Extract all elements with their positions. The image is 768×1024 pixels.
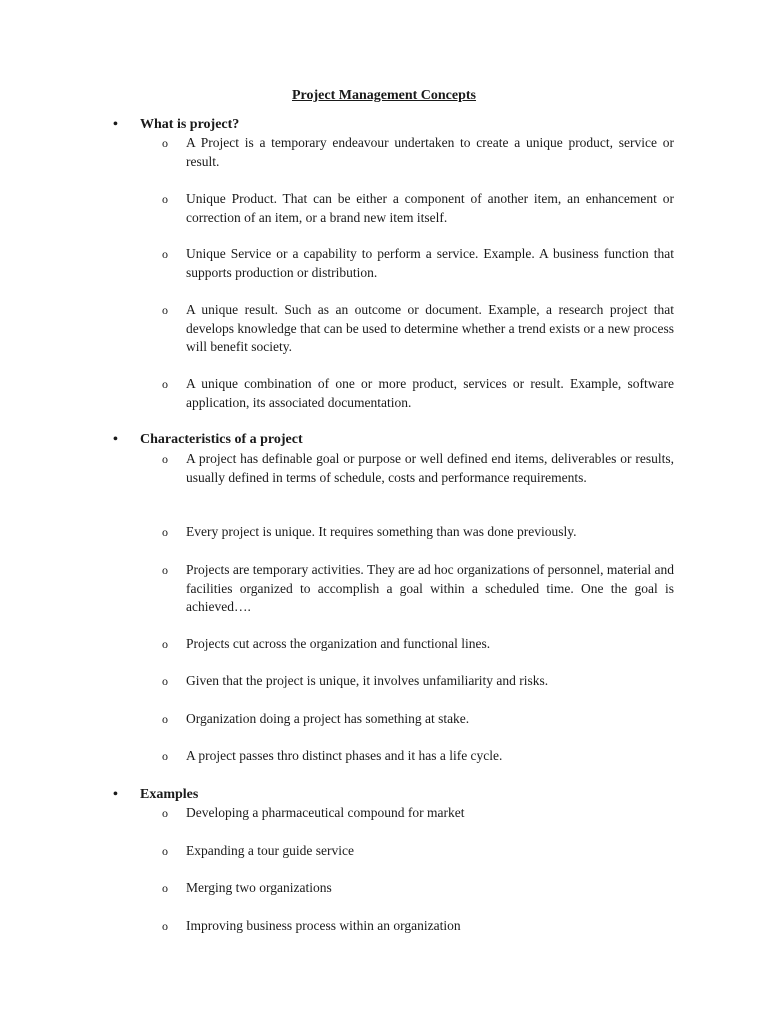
- sub-bullet-icon: o: [162, 749, 168, 763]
- list-item: [162, 523, 674, 542]
- list-item: [162, 301, 674, 357]
- list-item: [162, 672, 674, 691]
- list-item: [162, 375, 674, 412]
- list-item: [162, 747, 674, 766]
- list-item: [162, 879, 674, 898]
- list-item: [162, 245, 674, 282]
- sub-bullet-icon: o: [162, 452, 168, 466]
- sub-bullet-icon: o: [162, 806, 168, 820]
- list-item: [162, 190, 674, 227]
- list-item: [162, 450, 674, 487]
- list-item-text: Organization doing a project has something at stake.: [186, 711, 470, 726]
- list-item-text: Expanding a tour guide service: [186, 843, 354, 858]
- sub-bullet-icon: o: [162, 674, 168, 688]
- list-item: [162, 842, 674, 861]
- sub-bullet-icon: o: [162, 881, 168, 895]
- list-item-text: Unique Service or a capability to perform a service. Example. A business function that supports production or distribution.: [186, 246, 674, 280]
- section-heading-text: Characteristics of a project: [140, 432, 303, 447]
- list-item-text: Projects cut across the organization and functional lines.: [186, 636, 491, 651]
- list-item-text: Unique Product. That can be either a component of another item, an enhancement or correction of an item, or a brand new item itself.: [186, 191, 674, 225]
- list-item: [162, 804, 674, 823]
- list-item: [162, 710, 674, 729]
- sub-bullet-icon: o: [162, 136, 168, 150]
- list-item-text: Improving business process within an organization: [186, 918, 461, 933]
- bullet-icon: •: [113, 787, 118, 802]
- list-item-text: A Project is a temporary endeavour undertaken to create a unique product, service or result.: [186, 135, 674, 169]
- section-heading-text: What is project?: [140, 117, 240, 132]
- sub-bullet-icon: o: [162, 712, 168, 726]
- sub-bullet-icon: o: [162, 525, 168, 539]
- bullet-icon: •: [113, 432, 118, 447]
- list-item: [162, 635, 674, 654]
- list-item-text: A unique combination of one or more product, services or result. Example, software application, its associated documentation.: [186, 376, 674, 410]
- list-item-text: Given that the project is unique, it involves unfamiliarity and risks.: [186, 673, 549, 688]
- sub-bullet-icon: o: [162, 563, 168, 577]
- list-item-text: A unique result. Such as an outcome or document. Example, a research project that develops knowledge that can be used to determine whether a trend exists or a new process will benefit society.: [186, 302, 674, 355]
- list-item: [162, 134, 674, 171]
- bullet-icon: •: [113, 117, 118, 132]
- list-item: [162, 917, 674, 936]
- section-heading-text: Examples: [140, 787, 199, 802]
- sub-bullet-icon: o: [162, 247, 168, 261]
- sub-bullet-icon: o: [162, 637, 168, 651]
- document-title: Project Management Concepts: [291, 88, 477, 103]
- list-item-text: A project has definable goal or purpose or well defined end items, deliverables or results, usually defined in terms of schedule, costs and performance requirements.: [186, 451, 674, 485]
- sub-bullet-icon: o: [162, 192, 168, 206]
- list-item-text: Merging two organizations: [186, 880, 332, 895]
- list-item-text: A project passes thro distinct phases and it has a life cycle.: [186, 748, 503, 763]
- sub-bullet-icon: o: [162, 919, 168, 933]
- list-item-text: Every project is unique. It requires something than was done previously.: [186, 524, 577, 539]
- list-item-text: Projects are temporary activities. They are ad hoc organizations of personnel, material and facilities organized to accomplish a goal within a scheduled time. One the goal is achieved….: [186, 562, 674, 615]
- sub-bullet-icon: o: [162, 844, 168, 858]
- sub-bullet-icon: o: [162, 377, 168, 391]
- sub-bullet-icon: o: [162, 303, 168, 317]
- list-item-text: Developing a pharmaceutical compound for market: [186, 805, 465, 820]
- list-item: [162, 561, 674, 617]
